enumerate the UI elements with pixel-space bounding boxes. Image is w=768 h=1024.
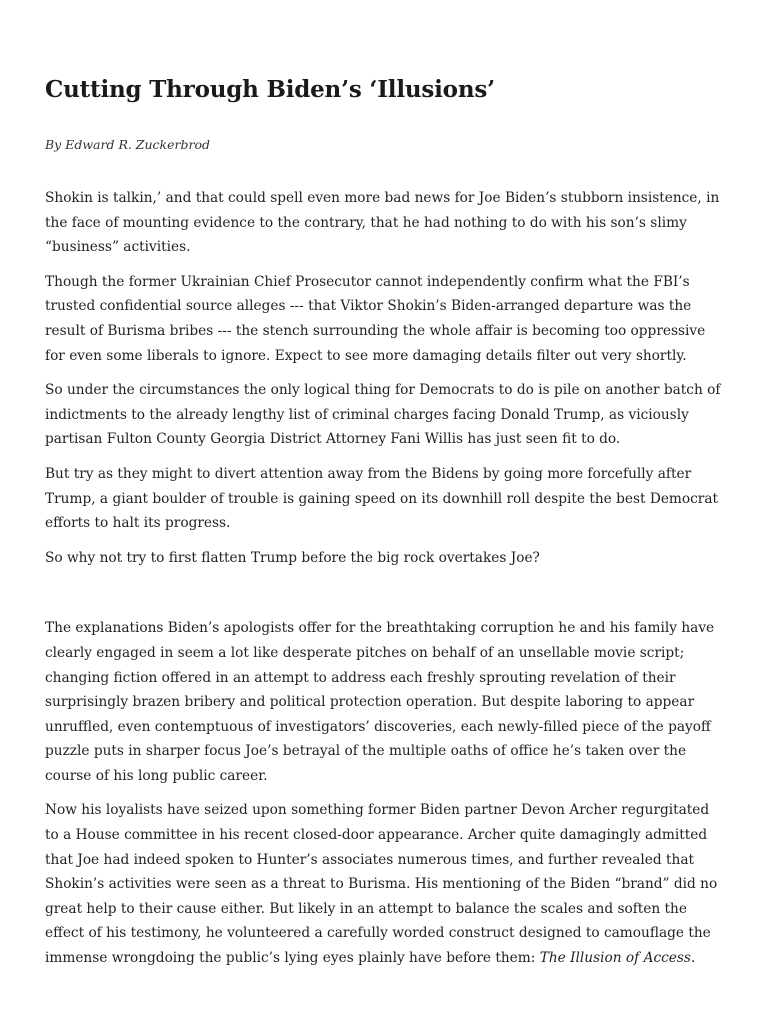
italic-phrase: The Illusion of Access bbox=[539, 950, 691, 967]
paragraph-last bbox=[45, 798, 725, 970]
article-byline: By Edward R. Zuckerbrod bbox=[45, 137, 210, 152]
paragraph: But try as they might to divert attention away from the Bidens by going more forcefully after Trump, a giant boulder of trouble is gaining speed on its downhill roll despite the best Democrat efforts to halt its progress. bbox=[45, 465, 719, 532]
article-body bbox=[45, 186, 725, 981]
paragraph-last-text: Now his loyalists have seized upon something former Biden partner Devon Archer regurgitated to a House committee in his recent closed-door appearance. Archer quite damagingly admitted that Joe had indeed spoken to Hunter’s associates numerous times, and further revealed that Shokin’s activities were seen as a threat to Burisma. His mentioning of the Biden “brand” did no great help to their cause either. But likely in an attempt to balance the scales and soften the effect of his testimony, he volunteered a carefully worded construct designed to camouflage the immense wrongdoing the public’s lying eyes plainly have before them: bbox=[45, 802, 718, 967]
paragraph: So why not try to first flatten Trump before the big rock overtakes Joe? bbox=[45, 549, 540, 566]
end-punctuation: . bbox=[690, 950, 696, 967]
paragraph: Shokin is talkin,’ and that could spell even more bad news for Joe Biden’s stubborn insistence, in the face of mounting evidence to the contrary, that he had nothing to do with his son’s slimy “business” activities. bbox=[45, 190, 720, 256]
paragraph: Though the former Ukrainian Chief Prosecutor cannot independently confirm what the FBI’s trusted confidential source alleges --- that Viktor Shokin’s Biden-arranged departure was the result of Burisma bribes --- the stench surrounding the whole affair is becoming too oppressive for even some liberals to ignore. Expect to see more damaging details filter out very shortly. bbox=[45, 273, 706, 364]
paragraph: So under the circumstances the only logical thing for Democrats to do is pile on another batch of indictments to the already lengthy list of criminal charges facing Donald Trump, as viciously partisan Fulton County Georgia District Attorney Fani Willis has just seen fit to do. bbox=[45, 382, 721, 448]
paragraph: The explanations Biden’s apologists offer for the breathtaking corruption he and his family have clearly engaged in seem a lot like desperate pitches on behalf of an unsellable movie script; changing fiction offered in an attempt to address each freshly sprouting revelation of their surprisingly brazen bribery and political protection operation. But despite laboring to appear unruffled, even contemptuous of investigators’ discoveries, each newly-filled piece of the payoff puzzle puts in sharper focus Joe’s betrayal of the multiple oaths of office he’s taken over the course of his long public career. bbox=[45, 620, 715, 784]
article-title: Cutting Through Biden’s ‘Illusions’ bbox=[45, 76, 495, 103]
